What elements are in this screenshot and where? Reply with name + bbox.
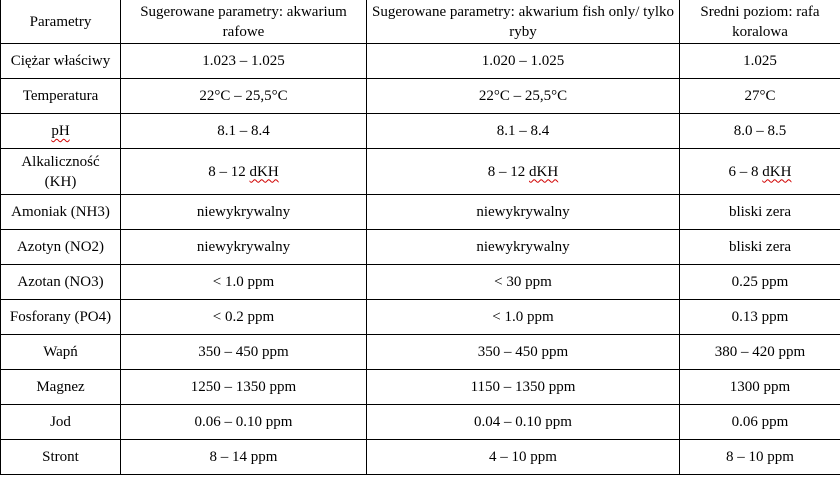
reef-value: 8.1 – 8.4 [121,114,367,149]
reef-value: niewykrywalny [121,195,367,230]
param-name: Fosforany (PO4) [1,300,121,335]
reef-value: < 1.0 ppm [121,265,367,300]
coral-value: 0.25 ppm [680,265,840,300]
coral-value: 27°C [680,79,840,114]
coral-value: 0.06 ppm [680,405,840,440]
param-name [1,149,121,195]
param-name: Azotan (NO3) [1,265,121,300]
reef-value: 0.06 – 0.10 ppm [121,405,367,440]
param-name [1,114,121,149]
table-row [1,335,840,370]
coral-value [680,149,840,195]
dkh-unit: dKH [529,163,559,180]
coral-value: 380 – 420 ppm [680,335,840,370]
header-parametry: Parametry [1,0,121,44]
coral-value: 1.025 [680,44,840,79]
ph-label: pH [51,123,70,139]
fish-value: < 30 ppm [367,265,680,300]
fish-value [367,149,680,195]
fish-value: 8.1 – 8.4 [367,114,680,149]
alk-coral-range: 6 – 8 [728,163,763,180]
table-row [1,440,840,475]
coral-value: bliski zera [680,195,840,230]
param-name: Jod [1,405,121,440]
fish-value: niewykrywalny [367,230,680,265]
table-row [1,149,840,195]
table-row [1,370,840,405]
fish-value: 350 – 450 ppm [367,335,680,370]
alk-label-line2: (KH) [44,173,77,190]
fish-value: niewykrywalny [367,195,680,230]
param-name: Amoniak (NH3) [1,195,121,230]
table-row [1,44,840,79]
param-name: Magnez [1,370,121,405]
dkh-unit: dKH [762,163,792,180]
table-row [1,405,840,440]
fish-value: 1150 – 1350 ppm [367,370,680,405]
fish-value: 22°C – 25,5°C [367,79,680,114]
param-name: Temperatura [1,79,121,114]
param-name: Stront [1,440,121,475]
table-row [1,230,840,265]
param-name: Azotyn (NO2) [1,230,121,265]
alk-reef-range: 8 – 12 [208,163,250,180]
table-row [1,114,840,149]
param-name: Wapń [1,335,121,370]
dkh-unit: dKH [249,163,279,180]
reef-value: 1250 – 1350 ppm [121,370,367,405]
reef-value: < 0.2 ppm [121,300,367,335]
reef-value: 1.023 – 1.025 [121,44,367,79]
table-row [1,79,840,114]
header-reef: Sugerowane parametry: akwarium rafowe [121,0,367,44]
reef-value: 350 – 450 ppm [121,335,367,370]
coral-value: 8.0 – 8.5 [680,114,840,149]
alk-label-line1: Alkaliczność [21,153,100,170]
header-row [1,0,840,44]
reef-value: niewykrywalny [121,230,367,265]
fish-value: 4 – 10 ppm [367,440,680,475]
param-name: Ciężar właściwy [1,44,121,79]
fish-value: 1.020 – 1.025 [367,44,680,79]
header-fish-only: Sugerowane parametry: akwarium fish only/ tylko ryby [367,0,680,44]
header-coral-reef: Sredni poziom: rafa koralowa [680,0,840,44]
reef-value [121,149,367,195]
table-row [1,265,840,300]
reef-value: 22°C – 25,5°C [121,79,367,114]
fish-value: 0.04 – 0.10 ppm [367,405,680,440]
coral-value: 8 – 10 ppm [680,440,840,475]
reef-value: 8 – 14 ppm [121,440,367,475]
fish-value: < 1.0 ppm [367,300,680,335]
alk-fish-range: 8 – 12 [487,163,530,180]
coral-value: bliski zera [680,230,840,265]
coral-value: 0.13 ppm [680,300,840,335]
coral-value: 1300 ppm [680,370,840,405]
table-row [1,300,840,335]
table-row [1,195,840,230]
